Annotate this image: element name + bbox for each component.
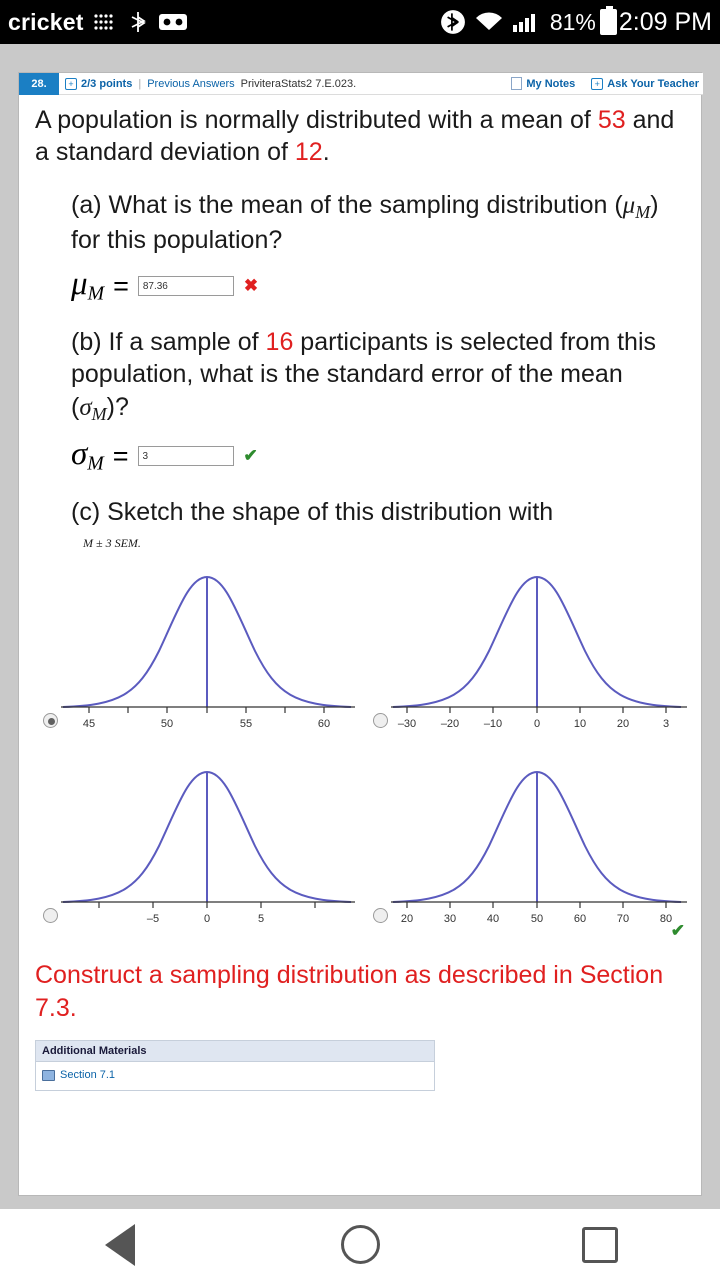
stem-middle: and a standard deviation of: [35, 106, 675, 166]
status-right-group: [440, 8, 712, 37]
bluetooth-icon: [440, 9, 466, 35]
question-number-badge: 28.: [19, 73, 59, 95]
graph-option-3[interactable]: [35, 750, 365, 945]
additional-materials-body: [36, 1062, 434, 1090]
note-icon: [511, 77, 522, 90]
part-a-equals: =: [113, 270, 129, 301]
graph-option-4-tick-2: 40: [486, 913, 500, 926]
part-b-symbol-sub: M: [91, 403, 107, 424]
graph-option-3-radio[interactable]: [43, 908, 58, 923]
graph-option-2-tick-4: 10: [573, 718, 587, 731]
part-b-answer-symbol: $\sigma_M$: [71, 436, 104, 475]
part-b-text-1: If a sample of: [108, 327, 266, 356]
part-b-answer-row: [35, 436, 687, 476]
ask-your-teacher-link[interactable]: Ask Your Teacher: [607, 77, 699, 90]
recents-button[interactable]: [540, 1209, 660, 1280]
graph-option-4-tick-6: 80: [659, 913, 673, 926]
header-actions: [511, 77, 703, 90]
part-b-label: (b): [71, 327, 102, 356]
graph-option-2-tick-5: 20: [616, 718, 630, 731]
graph-options-group: [35, 555, 695, 945]
expand-icon[interactable]: +: [65, 78, 77, 90]
question-header: [19, 73, 703, 95]
signal-icon: [512, 11, 540, 33]
voicemail-icon: [158, 11, 188, 33]
part-a-symbol: μ: [622, 191, 636, 219]
graph-option-4-tick-1: 30: [443, 913, 457, 926]
recents-square-icon: [582, 1227, 618, 1263]
feedback-message: Construct a sampling distribution as described in Section 7.3.: [35, 961, 664, 1022]
carrier-label: cricket: [8, 8, 84, 35]
part-a-answer-symbol: $\mu_M$: [71, 266, 105, 305]
graph-option-4-plot: [389, 750, 689, 935]
battery-percent-label: 81%: [549, 8, 596, 35]
part-c-text: [35, 496, 687, 529]
part-b-text-2: participants is selected from this population, what is the standard error of the mean (: [71, 327, 657, 421]
graph-option-4-tick-5: 70: [616, 913, 630, 926]
graph-option-4-tick-4: 60: [573, 913, 587, 926]
additional-materials-title: Additional Materials: [36, 1041, 434, 1062]
graph-option-1-tick-1: 50: [160, 718, 174, 731]
dots-grid-icon: [92, 12, 118, 32]
ask-teacher-plus-icon[interactable]: +: [591, 78, 603, 90]
question-card: [18, 72, 702, 1196]
points-label: 2/3 points: [81, 77, 133, 90]
stem-sd-value: 12: [294, 137, 323, 166]
webview-content[interactable]: [0, 44, 720, 1209]
question-content: [19, 95, 703, 1091]
graph-option-1-tick-0: 45: [82, 718, 96, 731]
part-a-answer-row: [35, 266, 687, 306]
graph-option-3-tick-0: –5: [146, 913, 160, 926]
graph-option-1-plot: [59, 555, 359, 740]
part-a-result-icon: ✖: [243, 276, 259, 296]
graph-option-4-correct-icon: ✔: [670, 921, 685, 941]
graph-option-2-tick-1: –20: [440, 718, 460, 731]
graph-option-3-tick-1: 0: [203, 913, 211, 926]
graph-option-3-plot: [59, 750, 359, 935]
part-c-label: (c): [71, 497, 101, 526]
graph-options-row-1: [35, 555, 695, 750]
clock-label: 2:09 PM: [618, 7, 712, 36]
header-divider: |: [138, 77, 142, 90]
stem-suffix: .: [322, 137, 330, 166]
bluetooth-share-icon: [126, 10, 150, 34]
graph-option-2-tick-3: 0: [533, 718, 541, 731]
part-a-text-1: What is the mean of the sampling distribution (: [108, 190, 623, 219]
graph-option-3-tick-2: 5: [257, 913, 265, 926]
home-circle-icon: [341, 1225, 380, 1264]
system-navigation-bar: [0, 1209, 720, 1280]
stem-mean-value: 53: [597, 106, 626, 134]
part-a-answer-input[interactable]: [138, 276, 234, 296]
previous-answers-link[interactable]: Previous Answers: [147, 77, 235, 90]
graph-option-1[interactable]: [35, 555, 365, 750]
part-b-text: [35, 326, 687, 426]
graph-option-4-tick-3: 50: [530, 913, 544, 926]
part-a-label: (a): [71, 190, 102, 219]
part-a-text-2: ) for this population?: [71, 190, 659, 254]
part-b-result-icon: ✔: [243, 446, 258, 466]
graph-option-1-radio[interactable]: [43, 713, 58, 728]
graph-option-2-tick-6: 3: [662, 718, 670, 731]
graph-options-row-2: [35, 750, 695, 945]
graph-option-4[interactable]: [365, 750, 695, 945]
part-b-answer-input[interactable]: [138, 446, 234, 466]
graph-option-2[interactable]: [365, 555, 695, 750]
home-button[interactable]: [300, 1209, 420, 1280]
graph-option-1-tick-2: 55: [239, 718, 253, 731]
part-a-text: [35, 189, 687, 257]
question-source-code: PriviteraStats2 7.E.023.: [240, 77, 357, 90]
part-a-symbol-sub: M: [635, 201, 651, 222]
additional-materials-panel: [35, 1040, 435, 1091]
battery-icon: [600, 9, 617, 35]
question-stem: [35, 105, 687, 169]
stem-prefix: A population is normally distributed with a mean of: [35, 106, 598, 134]
graph-option-2-tick-0: –30: [397, 718, 417, 731]
section-link[interactable]: Section 7.1: [60, 1069, 116, 1082]
part-b-sample-size: 16: [265, 327, 294, 356]
graph-option-1-tick-3: 60: [317, 718, 331, 731]
wifi-icon: [474, 11, 504, 33]
back-triangle-icon: [105, 1224, 135, 1266]
my-notes-link[interactable]: My Notes: [526, 77, 576, 90]
graph-option-2-plot: [389, 555, 689, 740]
part-b-text-3: )?: [106, 392, 129, 421]
graph-option-2-radio[interactable]: [373, 713, 388, 728]
part-b-symbol: σ: [79, 393, 92, 421]
part-c-text-1: Sketch the shape of this distribution with: [107, 497, 554, 526]
book-icon: [42, 1070, 55, 1081]
part-b-equals: =: [112, 440, 129, 471]
status-bar: [0, 0, 720, 44]
part-c-note: M ± 3 SEM.: [83, 536, 141, 551]
graph-option-4-radio[interactable]: [373, 908, 388, 923]
back-button[interactable]: [60, 1209, 180, 1280]
graph-option-4-tick-0: 20: [400, 913, 414, 926]
graph-option-2-tick-2: –10: [483, 718, 503, 731]
